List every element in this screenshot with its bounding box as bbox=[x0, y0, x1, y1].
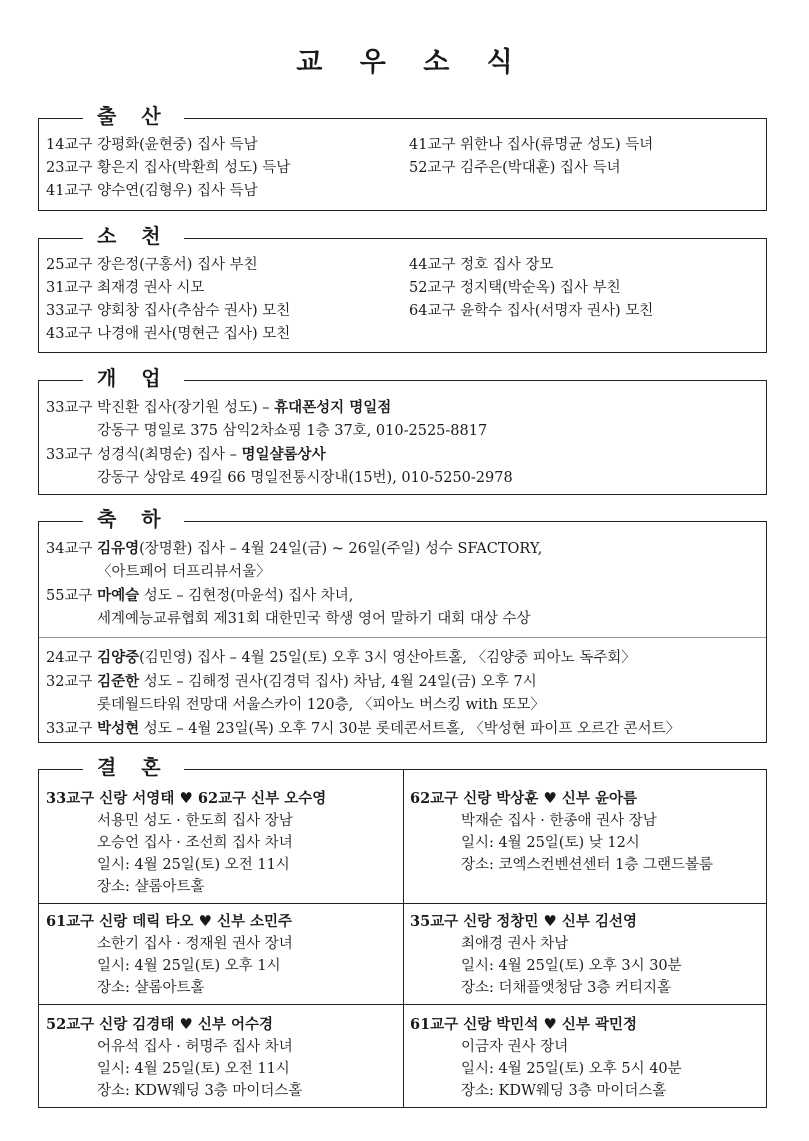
groom-label: 62교구 신랑 박상훈 bbox=[410, 790, 539, 807]
congrats-divider bbox=[39, 637, 766, 638]
groom-label: 52교구 신랑 김경태 bbox=[46, 1016, 175, 1033]
congrats-detail: 성도 – 김현정(마윤석) 집사 차녀, bbox=[139, 588, 354, 604]
birth-item: 52교구 김주은(박대훈) 집사 득녀 bbox=[409, 160, 621, 176]
wedding-detail: 일시: 4월 25일(토) 오전 11시 bbox=[97, 1061, 290, 1077]
birth-item: 14교구 강평화(윤현중) 집사 득남 bbox=[46, 137, 258, 153]
wedding-row-divider bbox=[39, 1004, 766, 1005]
birth-heading: 출 산 bbox=[83, 101, 184, 131]
wedding-couple bbox=[46, 1013, 401, 1036]
funeral-item: 43교구 나경애 권사(명현근 집사) 모친 bbox=[46, 326, 291, 342]
congrats-person: 김준한 bbox=[97, 673, 140, 690]
groom-label: 35교구 신랑 정창민 bbox=[410, 913, 539, 930]
congrats-item bbox=[46, 537, 542, 561]
bride-label: 신부 곽민정 bbox=[561, 1016, 637, 1033]
wedding-detail: 장소: KDW웨딩 3층 마이더스홀 bbox=[461, 1083, 667, 1099]
wedding-detail: 장소: KDW웨딩 3층 마이더스홀 bbox=[97, 1083, 303, 1099]
wedding-detail: 장소: 샬롬아트홀 bbox=[97, 879, 205, 895]
birth-item: 41교구 양수연(김형우) 집사 득남 bbox=[46, 183, 258, 199]
congrats-detail: 성도 – 김해정 권사(김경덕 집사) 차남, 4월 24일(금) 오후 7시 bbox=[139, 674, 537, 690]
congrats-detail: (장명환) 집사 – 4월 24일(금) ~ 26일(주일) 성수 SFACTORY, bbox=[139, 541, 543, 557]
groom-label: 33교구 신랑 서영태 bbox=[46, 790, 175, 807]
congrats-parish: 33교구 bbox=[46, 721, 98, 737]
opening-owner: 33교구 박진환 집사(장기원 성도) – bbox=[46, 400, 275, 416]
wedding-card bbox=[410, 1013, 765, 1102]
wedding-vertical-divider bbox=[403, 770, 404, 1107]
opening-business-name: 명일샬롬상사 bbox=[241, 446, 326, 463]
wedding-detail: 일시: 4월 25일(토) 오전 11시 bbox=[97, 857, 290, 873]
funeral-section bbox=[38, 224, 767, 353]
wedding-couple bbox=[410, 910, 765, 933]
congrats-person: 김유영 bbox=[97, 540, 140, 557]
congrats-person: 박성현 bbox=[97, 720, 140, 737]
heart-icon: ♥ bbox=[543, 912, 557, 930]
heart-icon: ♥ bbox=[543, 789, 557, 807]
wedding-detail: 서용민 성도 · 한도희 집사 장남 bbox=[97, 813, 293, 829]
birth-item: 41교구 위한나 집사(류명균 성도) 득녀 bbox=[409, 137, 654, 153]
wedding-detail: 일시: 4월 25일(토) 오후 5시 40분 bbox=[461, 1061, 682, 1077]
wedding-detail: 장소: 더채플앳청담 3층 커티지홀 bbox=[461, 980, 672, 996]
wedding-detail: 장소: 코엑스컨벤션센터 1층 그랜드볼룸 bbox=[461, 857, 714, 873]
birth-section bbox=[38, 104, 767, 211]
bride-label: 신부 윤아름 bbox=[561, 790, 637, 807]
congrats-detail-cont: 롯데월드타워 전망대 서울스카이 120층, 〈피아노 버스킹 with 또모〉 bbox=[97, 697, 545, 713]
funeral-item: 25교구 장은정(구홍서) 집사 부친 bbox=[46, 257, 258, 273]
wedding-card bbox=[410, 910, 765, 999]
wedding-section bbox=[38, 755, 767, 1108]
opening-section bbox=[38, 366, 767, 495]
congrats-section bbox=[38, 507, 767, 743]
wedding-couple bbox=[410, 1013, 765, 1036]
congrats-parish: 24교구 bbox=[46, 650, 98, 666]
heart-icon: ♥ bbox=[198, 912, 212, 930]
wedding-couple bbox=[46, 787, 401, 810]
groom-label: 61교구 신랑 데릭 타오 bbox=[46, 913, 194, 930]
congrats-parish: 55교구 bbox=[46, 588, 98, 604]
opening-owner: 33교구 성경식(최명순) 집사 – bbox=[46, 447, 242, 463]
opening-item bbox=[46, 396, 513, 420]
wedding-detail: 박재순 집사 · 한종애 권사 장남 bbox=[461, 813, 657, 829]
wedding-detail: 소한기 집사 · 정재원 권사 장녀 bbox=[97, 936, 293, 952]
congrats-detail: 성도 – 4월 23일(목) 오후 7시 30분 롯데콘서트홀, 〈박성현 파이프 오르간 콘서트〉 bbox=[139, 721, 681, 737]
wedding-detail: 오승언 집사 · 조선희 집사 차녀 bbox=[97, 835, 293, 851]
wedding-heading: 결 혼 bbox=[83, 752, 184, 782]
heart-icon: ♥ bbox=[543, 1015, 557, 1033]
funeral-item: 44교구 정호 집사 장모 bbox=[409, 257, 554, 273]
groom-label: 61교구 신랑 박민석 bbox=[410, 1016, 539, 1033]
congrats-item bbox=[46, 670, 680, 694]
wedding-detail: 장소: 샬롬아트홀 bbox=[97, 980, 205, 996]
bride-label: 62교구 신부 오수영 bbox=[197, 790, 327, 807]
wedding-card bbox=[46, 1013, 401, 1102]
funeral-item: 33교구 양회창 집사(추삼수 권사) 모친 bbox=[46, 303, 291, 319]
wedding-row-divider bbox=[39, 903, 766, 904]
funeral-heading: 소 천 bbox=[83, 221, 184, 251]
bride-label: 신부 소민주 bbox=[216, 913, 293, 930]
wedding-detail: 이금자 권사 장녀 bbox=[461, 1039, 569, 1055]
funeral-item: 64교구 윤학수 집사(서명자 권사) 모친 bbox=[409, 303, 654, 319]
wedding-couple bbox=[46, 910, 401, 933]
wedding-detail: 일시: 4월 25일(토) 오후 1시 bbox=[97, 958, 281, 974]
funeral-item: 52교구 정지택(박순옥) 집사 부친 bbox=[409, 280, 621, 296]
congrats-parish: 34교구 bbox=[46, 541, 98, 557]
opening-business-name: 휴대폰성지 명일점 bbox=[274, 399, 392, 416]
wedding-card bbox=[46, 787, 401, 898]
opening-address: 강동구 명일로 375 삼익2차쇼핑 1층 37호, 010-2525-8817 bbox=[97, 423, 488, 439]
heart-icon: ♥ bbox=[179, 1015, 193, 1033]
congrats-detail-cont: 〈아트페어 더프리뷰서울〉 bbox=[97, 564, 271, 580]
bride-label: 신부 어수경 bbox=[197, 1016, 273, 1033]
congrats-detail-cont: 세계예능교류협회 제31회 대한민국 학생 영어 말하기 대회 대상 수상 bbox=[97, 611, 531, 627]
opening-item bbox=[46, 443, 513, 467]
congrats-item bbox=[46, 717, 680, 741]
wedding-card bbox=[410, 787, 765, 876]
bride-label: 신부 김선영 bbox=[561, 913, 637, 930]
congrats-person: 마예슬 bbox=[97, 587, 140, 604]
funeral-item: 31교구 최재경 권사 시모 bbox=[46, 280, 205, 296]
wedding-detail: 일시: 4월 25일(토) 낮 12시 bbox=[461, 835, 640, 851]
congrats-item bbox=[46, 646, 680, 670]
wedding-detail: 최애경 권사 차남 bbox=[461, 936, 569, 952]
wedding-card bbox=[46, 910, 401, 999]
congrats-detail: (김민영) 집사 – 4월 25일(토) 오후 3시 영산아트홀, 〈김양중 피아노 독주회〉 bbox=[139, 650, 636, 666]
congrats-heading: 축 하 bbox=[83, 504, 184, 534]
page-title: 교 우 소 식 bbox=[296, 47, 527, 78]
birth-item: 23교구 황은지 집사(박환희 성도) 득남 bbox=[46, 160, 291, 176]
heart-icon: ♥ bbox=[179, 789, 193, 807]
congrats-person: 김양중 bbox=[97, 649, 140, 666]
opening-heading: 개 업 bbox=[83, 363, 184, 393]
congrats-item bbox=[46, 584, 542, 608]
wedding-detail: 일시: 4월 25일(토) 오후 3시 30분 bbox=[461, 958, 682, 974]
opening-address: 강동구 상암로 49길 66 명일전통시장내(15번), 010-5250-2978 bbox=[97, 470, 513, 486]
wedding-detail: 어유석 집사 · 허명주 집사 차녀 bbox=[97, 1039, 293, 1055]
wedding-couple bbox=[410, 787, 765, 810]
congrats-parish: 32교구 bbox=[46, 674, 98, 690]
